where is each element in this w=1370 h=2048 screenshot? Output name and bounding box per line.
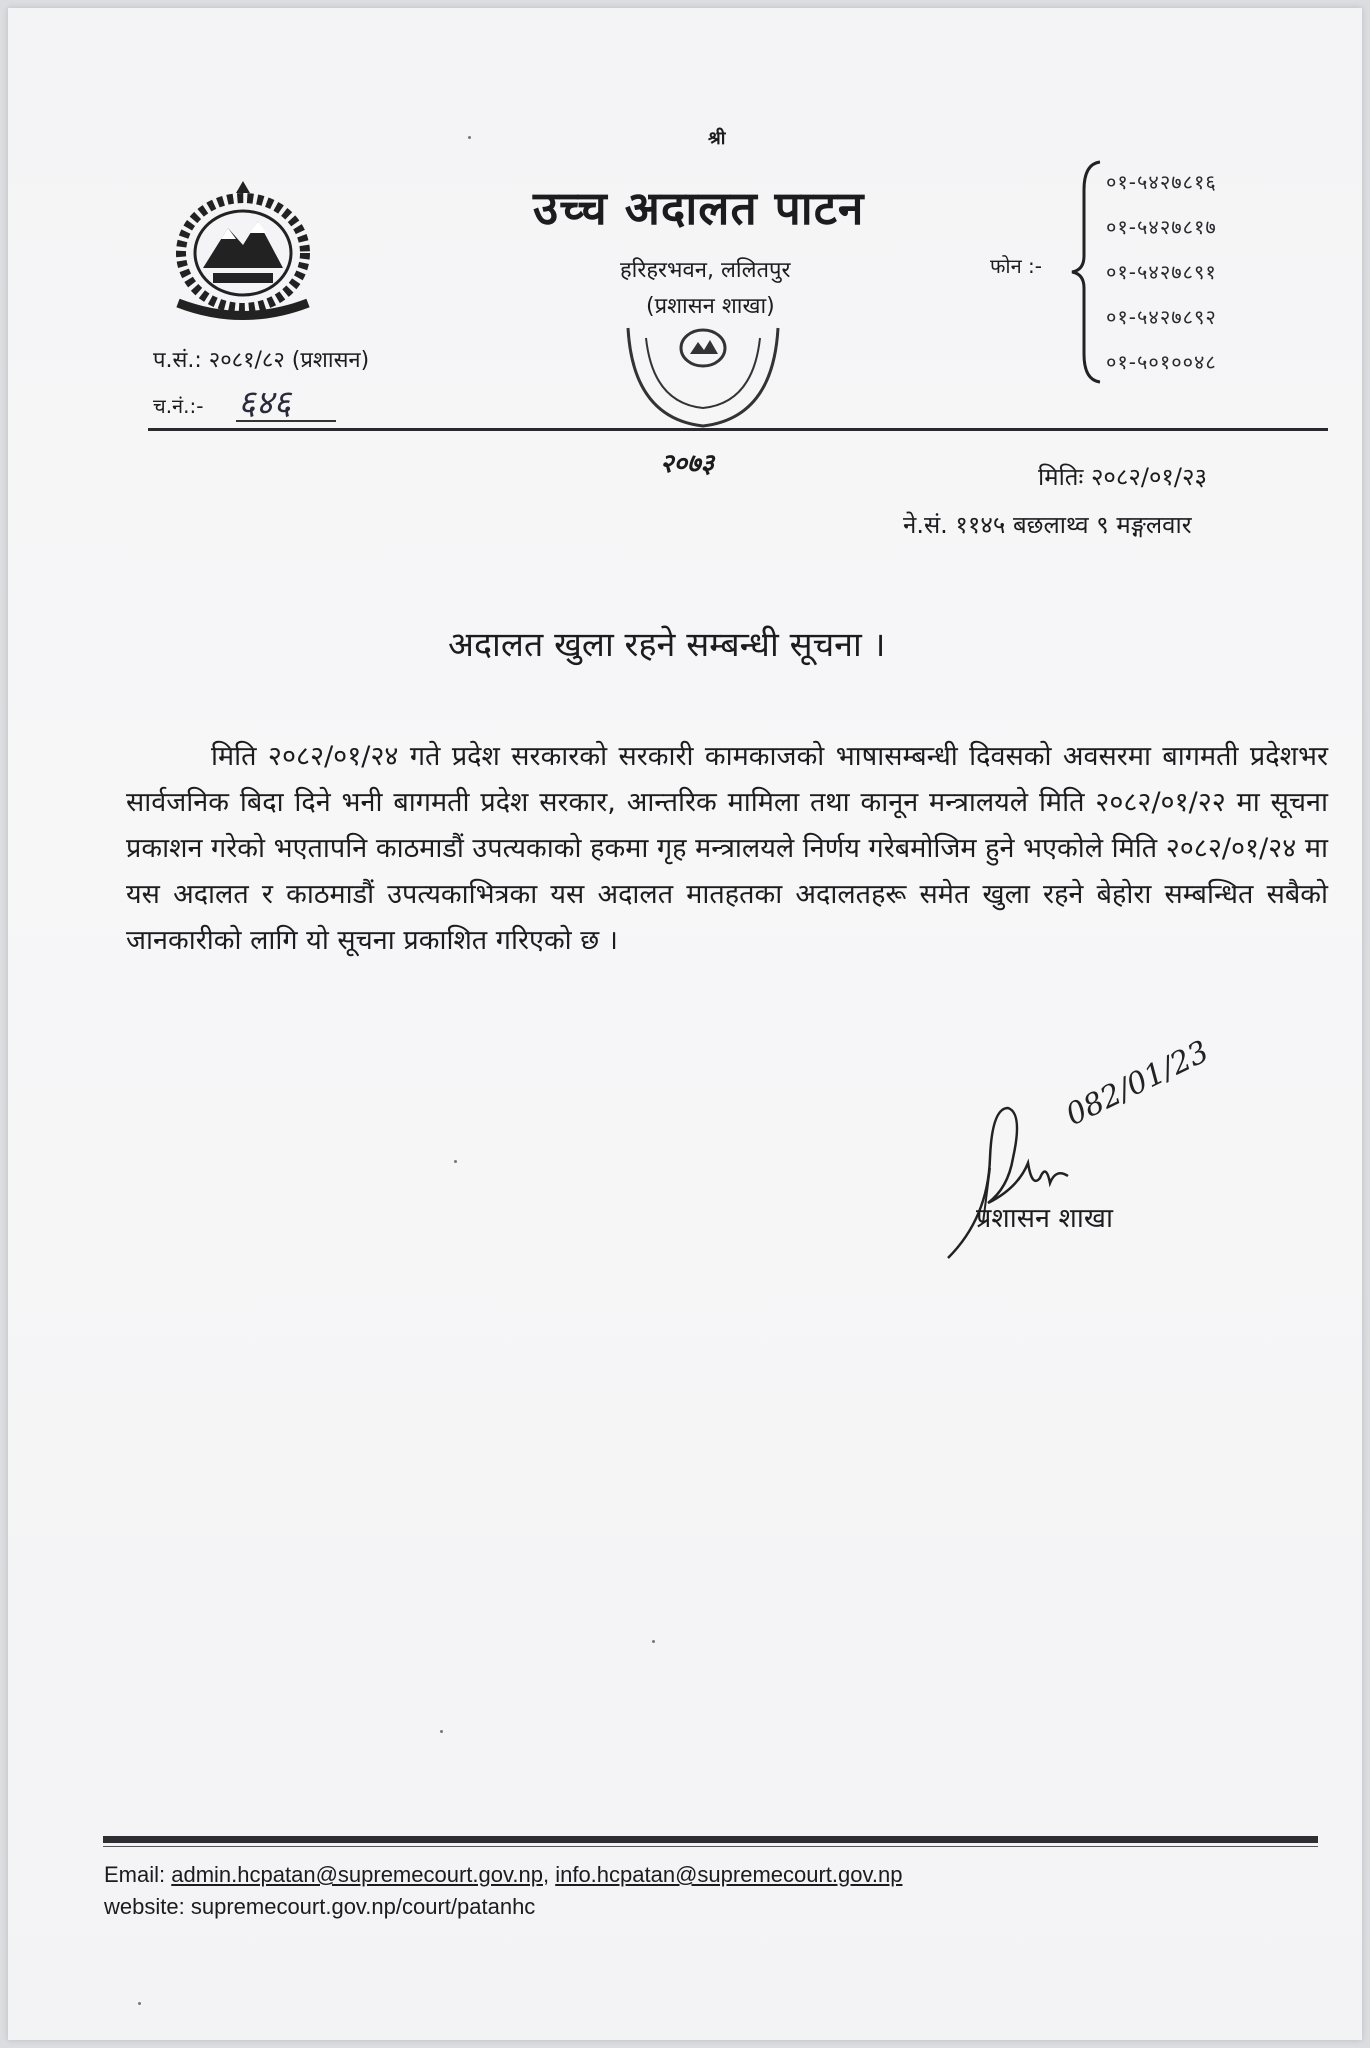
document-page: [8, 8, 1362, 2040]
court-branch: (प्रशासन शाखा): [646, 294, 775, 319]
footer-divider: [103, 1836, 1318, 1843]
issue-date: मितिः २०८२/०१/२३: [1038, 463, 1207, 491]
scan-speck: [454, 1160, 457, 1163]
phone-number: ०१-५४२७८१६: [1106, 170, 1217, 194]
footer-divider-thin: [103, 1846, 1318, 1847]
nepal-sambat-date: ने.सं. ११४५ बछलाथ्व ९ मङ्गलवार: [903, 511, 1192, 539]
email-link-info[interactable]: info.hcpatan@supremecourt.gov.np: [555, 1862, 903, 1887]
phone-list: [1106, 160, 1217, 385]
brace-icon: [1070, 160, 1104, 384]
scan-speck: [138, 2002, 141, 2005]
notice-subject: अदालत खुला रहने सम्बन्धी सूचना ।: [448, 625, 886, 665]
signatory-office: प्रशासन शाखा: [976, 1203, 1113, 1234]
email-link-admin[interactable]: admin.hcpatan@supremecourt.gov.np: [171, 1862, 543, 1887]
shree-mark: श्री: [708, 128, 726, 149]
email-label: Email:: [104, 1862, 166, 1887]
scan-speck: [652, 1640, 655, 1643]
phone-number: ०१-५०१००४८: [1106, 350, 1217, 374]
phone-number: ०१-५४२७८९२: [1106, 305, 1217, 329]
website-link[interactable]: supremecourt.gov.np/court/patanhc: [190, 1894, 536, 1919]
email-separator: ,: [542, 1862, 550, 1887]
reference-number: प.सं.: २०८१/८२ (प्रशासन): [153, 348, 370, 373]
seal-year: २०७३: [660, 449, 715, 479]
phone-number: ०१-५४२७८९१: [1106, 260, 1217, 284]
footer-website-line: [104, 1894, 535, 1920]
dispatch-number: ६४६: [238, 383, 292, 423]
scan-speck: [468, 136, 471, 139]
notice-body: मिति २०८२/०१/२४ गते प्रदेश सरकारको सरकारी कामकाजको भाषासम्बन्धी दिवसको अवसरमा बागमती प्रदेशभर सार्वजनिक बिदा दिने भनी बागमती प्रदेश सरकार, आन्तरिक मामिला तथा कानून मन्त्रालयले मिति २०८२/०१/२२ मा सूचना प्रकाशन गरेको भएतापनि काठमाडौं उपत्यकाको हकमा गृह मन्त्रालयले निर्णय गरेबमोजिम हुने भएकोले मिति २०८२/०१/२४ मा यस अदालत र काठमाडौं उपत्यकाभित्रका यस अदालत मातहतका अदालतहरू समेत खुला रहने बेहोरा सम्बन्धित सबैको जानकारीको लागि यो सूचना प्रकाशित गरिएको छ ।: [126, 741, 1328, 956]
court-stamp-seal-icon: [598, 308, 808, 448]
signature-date: 082/01/23: [1060, 1034, 1215, 1133]
dispatch-underline: [236, 420, 336, 422]
court-name: उच्च अदालत पाटन: [533, 181, 865, 235]
court-address: हरिहरभवन, ललितपुर: [620, 258, 791, 283]
dispatch-label: च.नं.:-: [153, 394, 204, 418]
footer-email-line: [104, 1862, 902, 1888]
website-label: website:: [104, 1894, 185, 1919]
phone-number: ०१-५४२७८१७: [1106, 215, 1217, 239]
scan-speck: [440, 1730, 443, 1733]
phone-label: फोन :-: [990, 254, 1043, 278]
nepal-emblem-icon: [158, 173, 328, 323]
header-divider: [148, 428, 1328, 431]
